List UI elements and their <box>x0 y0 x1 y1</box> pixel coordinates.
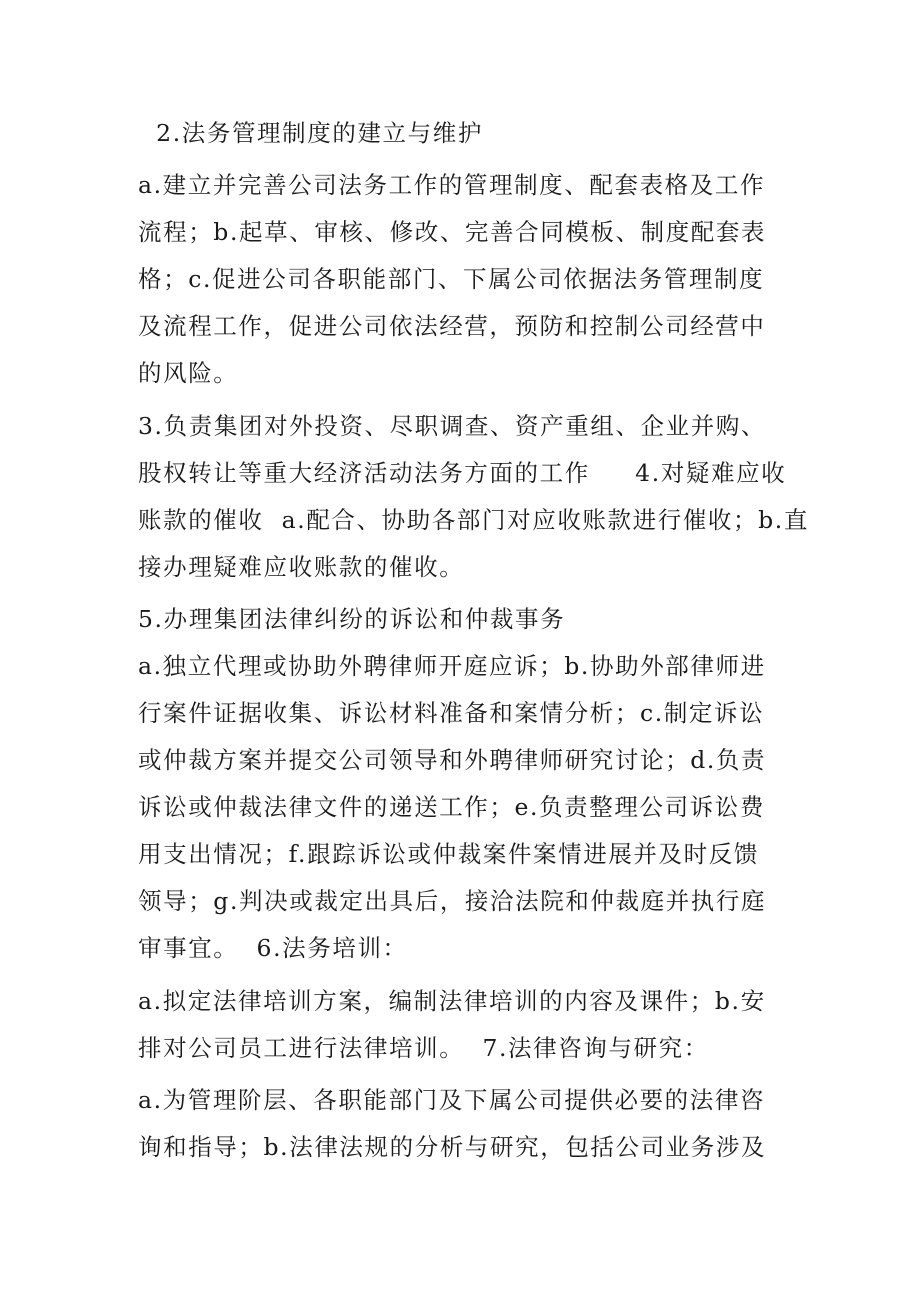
text-line: 询和指导；b.法律法规的分析与研究，包括公司业务涉及 <box>138 1133 767 1161</box>
text-line: 诉讼或仲裁法律文件的递送工作；e.负责整理公司诉讼费 <box>138 793 765 821</box>
text-line: 股权转让等重大经济活动法务方面的工作 4.对疑难应收 <box>138 459 787 487</box>
text-line: 账款的催收 a.配合、协助各部门对应收账款进行催收；b.直 <box>138 506 809 534</box>
text-line: 领导；g.判决或裁定出具后，接洽法院和仲裁庭并执行庭 <box>138 887 767 915</box>
text-line: a.独立代理或协助外聘律师开庭应诉；b.协助外部律师进 <box>138 652 766 680</box>
text-line: 3.负责集团对外投资、尽职调查、资产重组、企业并购、 <box>138 412 767 440</box>
text-line: 或仲裁方案并提交公司领导和外聘律师研究讨论；d.负责 <box>138 746 767 774</box>
text-line: a.拟定法律培训方案，编制法律培训的内容及课件；b.安 <box>138 987 766 1015</box>
text-line: a.为管理阶层、各职能部门及下属公司提供必要的法律咨 <box>138 1086 766 1114</box>
text-line: 审事宜。 6.法务培训： <box>138 934 408 962</box>
text-line: 行案件证据收集、诉讼材料准备和案情分析；c.制定诉讼 <box>138 699 765 727</box>
text-line: 及流程工作，促进公司依法经营，预防和控制公司经营中 <box>138 312 766 340</box>
text-line: 5.办理集团法律纠纷的诉讼和仲裁事务 <box>138 605 566 633</box>
text-line: 格；c.促进公司各职能部门、下属公司依据法务管理制度 <box>138 265 765 293</box>
text-line: 接办理疑难应收账款的催收。 <box>138 553 465 581</box>
text-line: 排对公司员工进行法律培训。 7.法律咨询与研究： <box>138 1034 709 1062</box>
text-line: 流程；b.起草、审核、修改、完善合同模板、制度配套表 <box>138 218 767 246</box>
text-line: 的风险。 <box>138 359 239 387</box>
text-line: a.建立并完善公司法务工作的管理制度、配套表格及工作 <box>138 171 766 199</box>
text-line: 用支出情况；f.跟踪诉讼或仲裁案件案情进展并及时反馈 <box>138 840 759 868</box>
text-line: 2.法务管理制度的建立与维护 <box>138 119 483 147</box>
